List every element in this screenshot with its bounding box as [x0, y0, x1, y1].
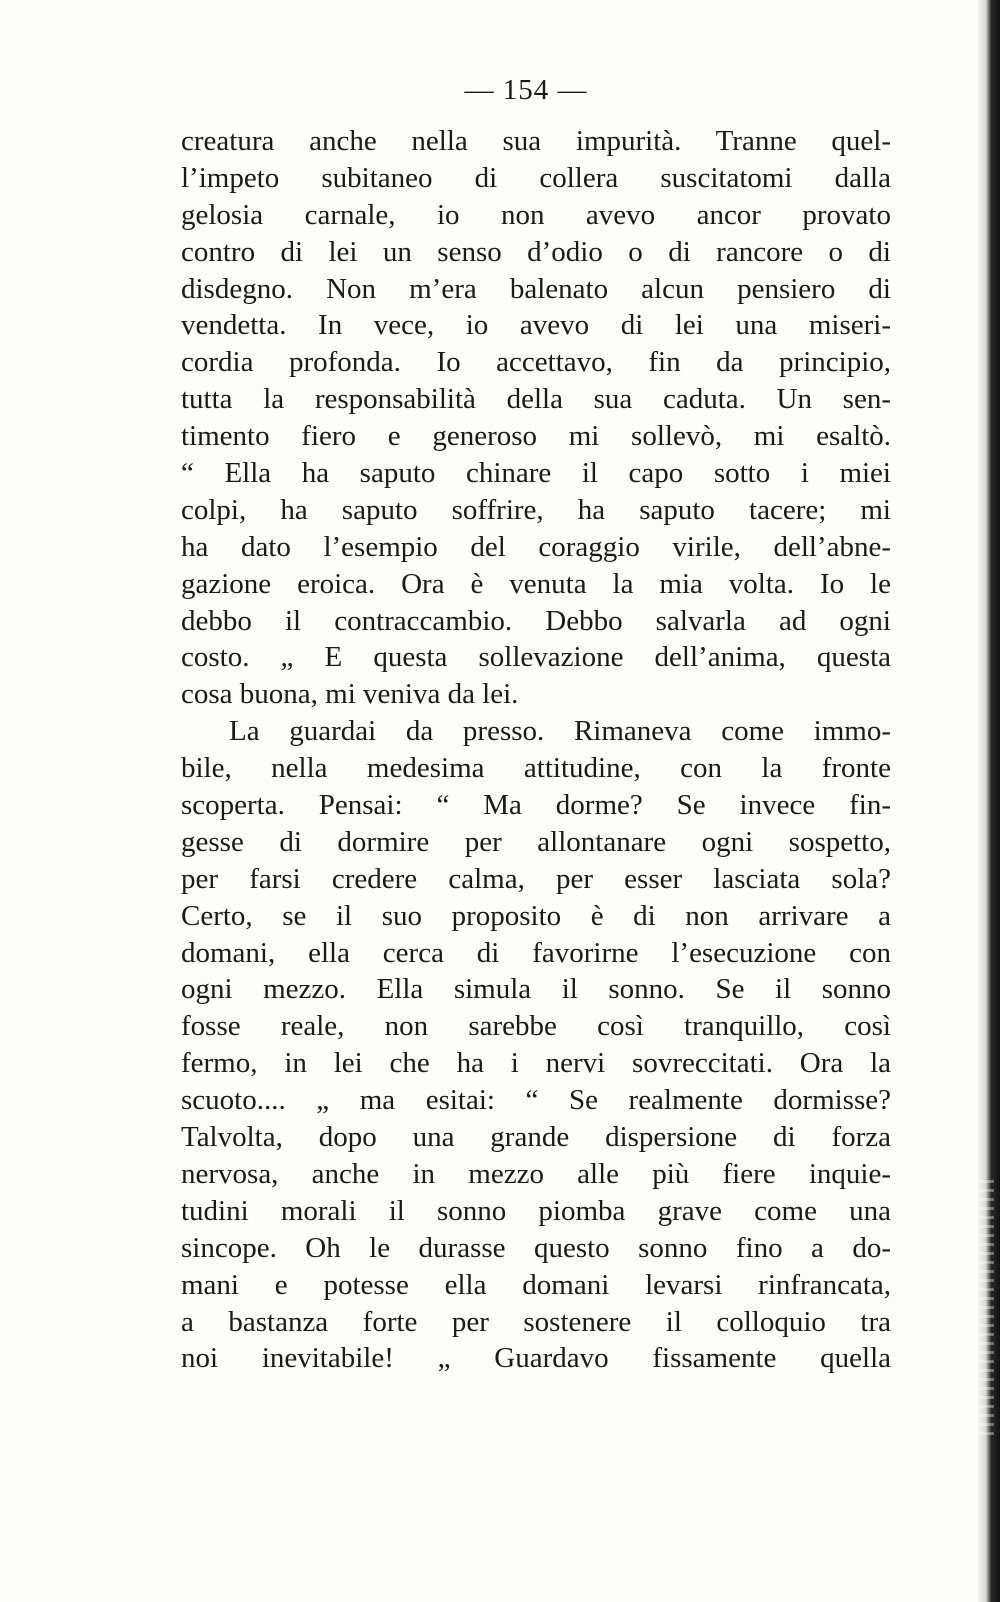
- text-line: sincope. Oh le durasse questo sonno fino a do-: [181, 1231, 891, 1264]
- page-edge-texture: [976, 1180, 994, 1440]
- text-line: tutta la responsabilità della sua caduta. Un sen-: [181, 383, 891, 416]
- text-line: Certo, se il suo proposito è di non arrivare a: [181, 899, 891, 932]
- text-line: a bastanza forte per sostenere il colloquio tra: [181, 1305, 891, 1338]
- text-line: costo. „ E questa sollevazione dell’anima, questa: [181, 641, 891, 674]
- text-line: ogni mezzo. Ella simula il sonno. Se il sonno: [181, 973, 891, 1006]
- text-line: scuoto.... „ ma esitai: “ Se realmente dormisse?: [181, 1084, 891, 1117]
- text-line: tudini morali il sonno piomba grave come una: [181, 1194, 891, 1227]
- page-number: — 154 —: [464, 74, 588, 106]
- text-line: gelosia carnale, io non avevo ancor provato: [181, 198, 891, 231]
- text-line: per farsi credere calma, per esser lasciata sola?: [181, 862, 891, 895]
- text-line: gesse di dormire per allontanare ogni sospetto,: [181, 825, 891, 858]
- paragraph-start-line: La guardai da presso. Rimaneva come immo-: [229, 715, 891, 748]
- text-line: debbo il contraccambio. Debbo salvarla ad ogni: [181, 604, 891, 637]
- text-line: timento fiero e generoso mi sollevò, mi esaltò.: [181, 420, 891, 453]
- text-line: ha dato l’esempio del coraggio virile, dell’abne-: [181, 530, 891, 563]
- text-line: “ Ella ha saputo chinare il capo sotto i miei: [181, 457, 891, 490]
- text-line: fermo, in lei che ha i nervi sovreccitati. Ora la: [181, 1047, 891, 1080]
- text-line: cordia profonda. Io accettavo, fin da principio,: [181, 346, 891, 379]
- text-line: creatura anche nella sua impurità. Tranne quel-: [181, 125, 891, 157]
- text-line: domani, ella cerca di favorirne l’esecuzione con: [181, 936, 891, 969]
- text-line: gazione eroica. Ora è venuta la mia volta. Io le: [181, 567, 891, 600]
- body-text: [181, 123, 891, 1377]
- text-line: nervosa, anche in mezzo alle più fiere inquie-: [181, 1157, 891, 1190]
- text-line: contro di lei un senso d’odio o di rancore o di: [181, 235, 891, 268]
- text-line: fosse reale, non sarebbe così tranquillo, così: [181, 1010, 891, 1043]
- text-line: bile, nella medesima attitudine, con la fronte: [181, 752, 891, 785]
- text-line: disdegno. Non m’era balenato alcun pensiero di: [181, 272, 891, 305]
- text-line: scoperta. Pensai: “ Ma dorme? Se invece fin-: [181, 789, 891, 822]
- text-line: colpi, ha saputo soffrire, ha saputo tacere; mi: [181, 493, 891, 526]
- paragraph-end-line: cosa buona, mi veniva da lei.: [181, 678, 519, 711]
- text-line: vendetta. In vece, io avevo di lei una miseri-: [181, 309, 891, 342]
- text-line: mani e potesse ella domani levarsi rinfrancata,: [181, 1268, 891, 1301]
- text-line: l’impeto subitaneo di collera suscitatomi dalla: [181, 161, 891, 194]
- text-line: noi inevitabile! „ Guardavo fissamente quella: [181, 1342, 891, 1375]
- text-line: Talvolta, dopo una grande dispersione di forza: [181, 1121, 891, 1154]
